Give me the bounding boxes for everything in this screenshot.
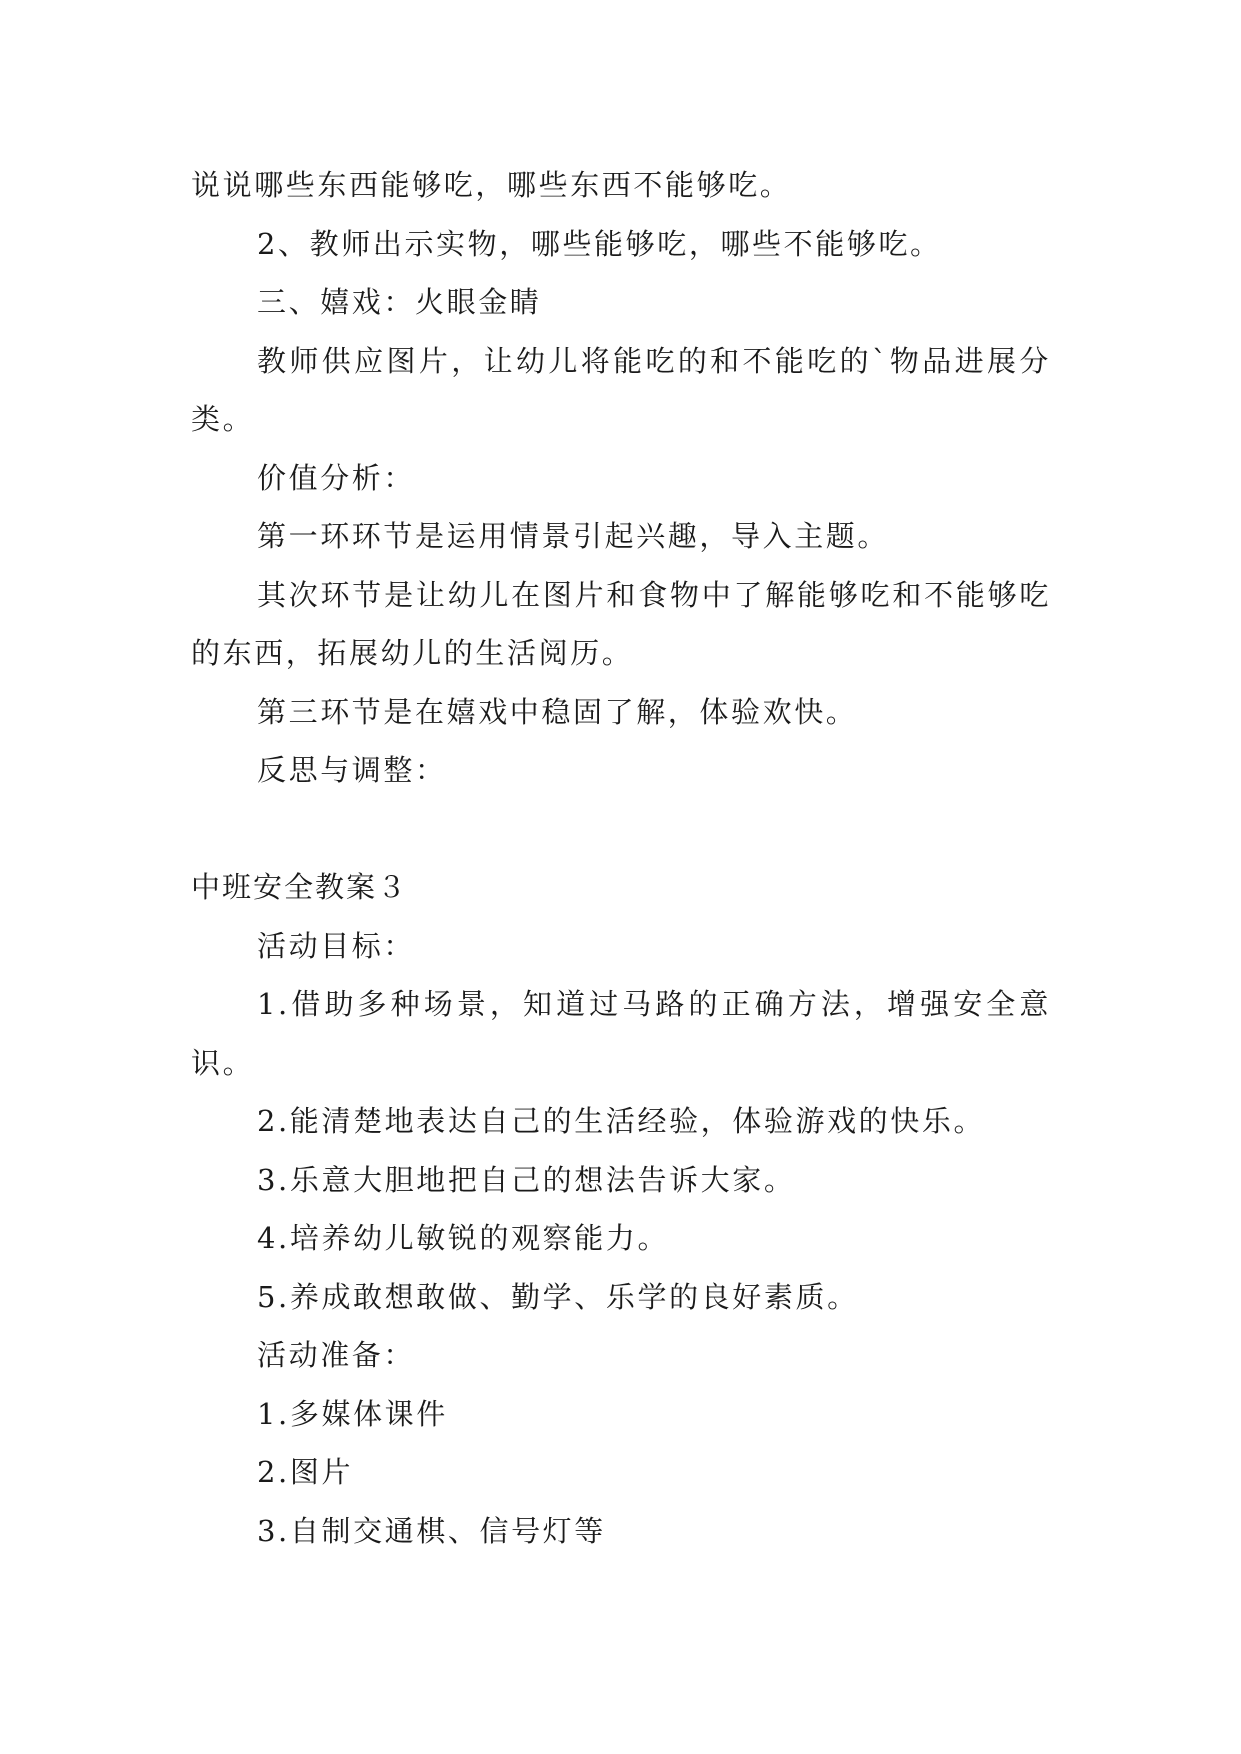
analysis-title: 价值分析： [257,460,416,495]
paragraph-step-2: 2、教师出示实物，哪些能够吃，哪些不能够吃。 [257,226,942,261]
paragraph-analysis-2: 其次环节是让幼儿在图片和食物中了解能够吃和不能够吃的东西，拓展幼儿的生活阅历。 [191,577,1051,670]
paragraph-analysis-3: 第三环节是在嬉戏中稳固了解，体验欢快。 [257,694,858,729]
prep-item-3: 3.自制交通棋、信号灯等 [257,1513,606,1548]
paragraph-continuation: 说说哪些东西能够吃，哪些东西不能够吃。 [191,168,792,202]
paragraph-part-3-body: 教师供应图片，让幼儿将能吃的和不能吃的`物品进展分类。 [191,343,1051,436]
prep-item-1: 1.多媒体课件 [257,1396,448,1431]
part-3-title: 三、嬉戏：火眼金睛 [257,285,542,319]
prep-item-2: 2.图片 [257,1455,354,1489]
section-title: 中班安全教案３ [191,870,409,904]
goal-item-2: 2.能清楚地表达自己的生活经验，体验游戏的快乐。 [257,1104,986,1138]
document-body [191,156,1051,1560]
goal-item-1: 1.借助多种场景，知道过马路的正确方法，增强安全意识。 [191,987,1051,1080]
prep-title: 活动准备： [257,1338,416,1372]
section-spacer [191,800,1051,859]
goal-item-4: 4.培养幼儿敏锐的观察能力。 [257,1221,670,1255]
goal-item-5: 5.养成敢想敢做、勤学、乐学的良好素质。 [257,1279,859,1314]
goal-item-3: 3.乐意大胆地把自己的想法告诉大家。 [257,1162,796,1197]
goals-title: 活动目标： [257,928,416,963]
reflection-title: 反思与调整： [257,753,447,787]
paragraph-analysis-1: 第一环环节是运用情景引起兴趣，导入主题。 [257,519,890,553]
